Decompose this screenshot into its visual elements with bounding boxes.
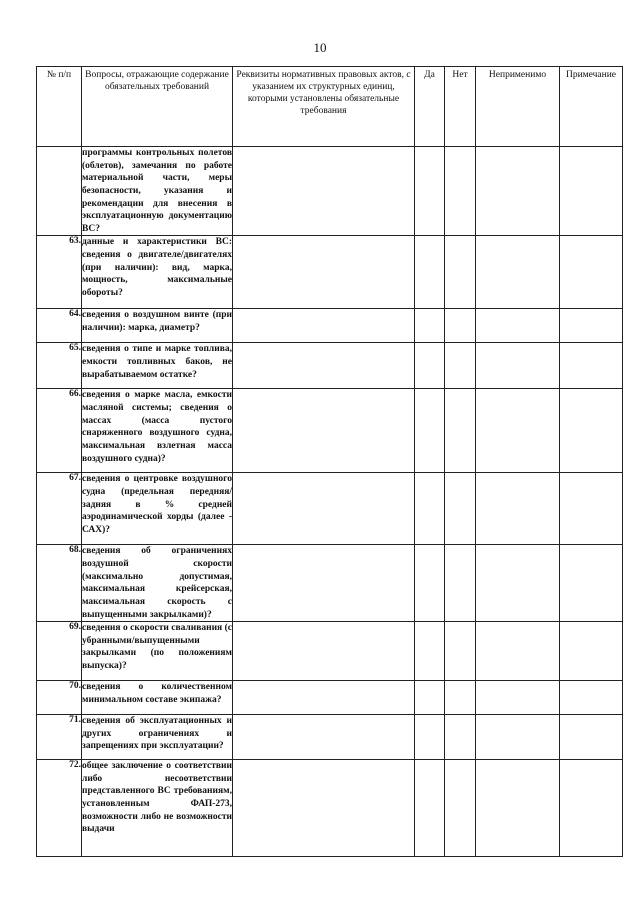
- row-no-cell[interactable]: [445, 622, 476, 681]
- row-na-cell[interactable]: [476, 760, 560, 857]
- row-note-cell[interactable]: [560, 236, 623, 309]
- row-no-cell[interactable]: [445, 715, 476, 760]
- row-no-cell[interactable]: [445, 389, 476, 473]
- row-requisites-cell[interactable]: [233, 473, 415, 545]
- row-no-cell[interactable]: [445, 760, 476, 857]
- row-yes-cell[interactable]: [415, 681, 445, 715]
- row-question: сведения о марке масла, емкости масляной системы; сведения о массах (масса пустого снаряженного воздушного судна, максимальная взлетная масса воздушного судна)?: [82, 389, 233, 473]
- header-na: Неприменимо: [476, 67, 560, 147]
- row-question: сведения о воздушном винте (при наличии): марка, диаметр?: [82, 309, 233, 343]
- row-note-cell[interactable]: [560, 622, 623, 681]
- header-row: [37, 67, 623, 147]
- row-question: сведения о скорости сваливания (с убранными/выпущенными закрылками (по положениям выпуска)?: [82, 622, 233, 681]
- row-question: сведения о количественном минимальном составе экипажа?: [82, 681, 233, 715]
- row-na-cell[interactable]: [476, 343, 560, 389]
- header-question: Вопросы, отражающие содержание обязательных требований: [82, 67, 233, 147]
- row-note-cell[interactable]: [560, 343, 623, 389]
- table-row: [37, 473, 623, 545]
- row-requisites-cell[interactable]: [233, 147, 415, 236]
- row-question: сведения об ограничениях воздушной скорости (максимально допустимая, максимальная крейсерская, максимальная скорость с выпущенными закрылками)?: [82, 545, 233, 622]
- row-requisites-cell[interactable]: [233, 389, 415, 473]
- header-note: Примечание: [560, 67, 623, 147]
- header-yes: Да: [415, 67, 445, 147]
- row-requisites-cell[interactable]: [233, 760, 415, 857]
- row-note-cell[interactable]: [560, 545, 623, 622]
- row-requisites-cell[interactable]: [233, 681, 415, 715]
- row-yes-cell[interactable]: [415, 389, 445, 473]
- row-number: 67.: [37, 473, 82, 545]
- table-row: [37, 545, 623, 622]
- row-yes-cell[interactable]: [415, 473, 445, 545]
- row-na-cell[interactable]: [476, 545, 560, 622]
- row-yes-cell[interactable]: [415, 343, 445, 389]
- table-row: [37, 343, 623, 389]
- page-number: 10: [313, 40, 327, 55]
- table-row: [37, 309, 623, 343]
- row-requisites-cell[interactable]: [233, 343, 415, 389]
- row-number: 70.: [37, 681, 82, 715]
- row-requisites-cell[interactable]: [233, 715, 415, 760]
- row-no-cell[interactable]: [445, 236, 476, 309]
- table-row: [37, 236, 623, 309]
- row-note-cell[interactable]: [560, 147, 623, 236]
- row-requisites-cell[interactable]: [233, 545, 415, 622]
- row-no-cell[interactable]: [445, 309, 476, 343]
- header-requisites: Реквизиты нормативных правовых актов, с указанием их структурных единиц, которыми установлены обязательные требования: [233, 67, 415, 147]
- row-na-cell[interactable]: [476, 473, 560, 545]
- row-no-cell[interactable]: [445, 473, 476, 545]
- row-na-cell[interactable]: [476, 147, 560, 236]
- row-na-cell[interactable]: [476, 715, 560, 760]
- table-row: [37, 715, 623, 760]
- row-requisites-cell[interactable]: [233, 236, 415, 309]
- row-number: 65.: [37, 343, 82, 389]
- row-question: общее заключение о соответствии либо несоответствии представленного ВС требованиям, установленным ФАП-273, возможности либо не возможности выдачи: [82, 760, 233, 857]
- row-no-cell[interactable]: [445, 681, 476, 715]
- row-question: сведения о типе и марке топлива, емкости топливных баков, не вырабатываемом остатке?: [82, 343, 233, 389]
- checklist-table: [36, 66, 623, 857]
- table-row: [37, 147, 623, 236]
- row-na-cell[interactable]: [476, 389, 560, 473]
- row-no-cell[interactable]: [445, 147, 476, 236]
- row-note-cell[interactable]: [560, 715, 623, 760]
- row-na-cell[interactable]: [476, 622, 560, 681]
- row-note-cell[interactable]: [560, 760, 623, 857]
- row-na-cell[interactable]: [476, 236, 560, 309]
- row-no-cell[interactable]: [445, 545, 476, 622]
- row-yes-cell[interactable]: [415, 760, 445, 857]
- table-row: [37, 681, 623, 715]
- row-yes-cell[interactable]: [415, 236, 445, 309]
- row-na-cell[interactable]: [476, 309, 560, 343]
- row-number: 63.: [37, 236, 82, 309]
- row-number: 64.: [37, 309, 82, 343]
- row-number: 72.: [37, 760, 82, 857]
- row-question: сведения о центровке воздушного судна (предельная передняя/задняя в % средней аэродинамической хорды (далее - САХ)?: [82, 473, 233, 545]
- row-yes-cell[interactable]: [415, 309, 445, 343]
- row-number: 66.: [37, 389, 82, 473]
- row-number: 71.: [37, 715, 82, 760]
- row-number: [37, 147, 82, 236]
- row-no-cell[interactable]: [445, 343, 476, 389]
- row-question: сведения об эксплуатационных и других ограничениях и запрещениях при эксплуатации?: [82, 715, 233, 760]
- row-yes-cell[interactable]: [415, 147, 445, 236]
- row-requisites-cell[interactable]: [233, 622, 415, 681]
- row-question: программы контрольных полетов (облетов), замечания по работе материальной части, меры безопасности, указания и рекомендации для внесения в эксплуатационную документацию ВС?: [82, 147, 233, 236]
- row-note-cell[interactable]: [560, 473, 623, 545]
- row-requisites-cell[interactable]: [233, 309, 415, 343]
- header-num: № п/п: [37, 67, 82, 147]
- row-yes-cell[interactable]: [415, 545, 445, 622]
- row-question: данные и характеристики ВС: сведения о двигателе/двигателях (при наличии): вид, марка, мощность, максимальные обороты?: [82, 236, 233, 309]
- row-number: 69.: [37, 622, 82, 681]
- row-na-cell[interactable]: [476, 681, 560, 715]
- row-note-cell[interactable]: [560, 681, 623, 715]
- row-note-cell[interactable]: [560, 309, 623, 343]
- row-yes-cell[interactable]: [415, 622, 445, 681]
- row-note-cell[interactable]: [560, 389, 623, 473]
- table-row: [37, 760, 623, 857]
- header-no: Нет: [445, 67, 476, 147]
- table-row: [37, 389, 623, 473]
- table-row: [37, 622, 623, 681]
- row-number: 68.: [37, 545, 82, 622]
- row-yes-cell[interactable]: [415, 715, 445, 760]
